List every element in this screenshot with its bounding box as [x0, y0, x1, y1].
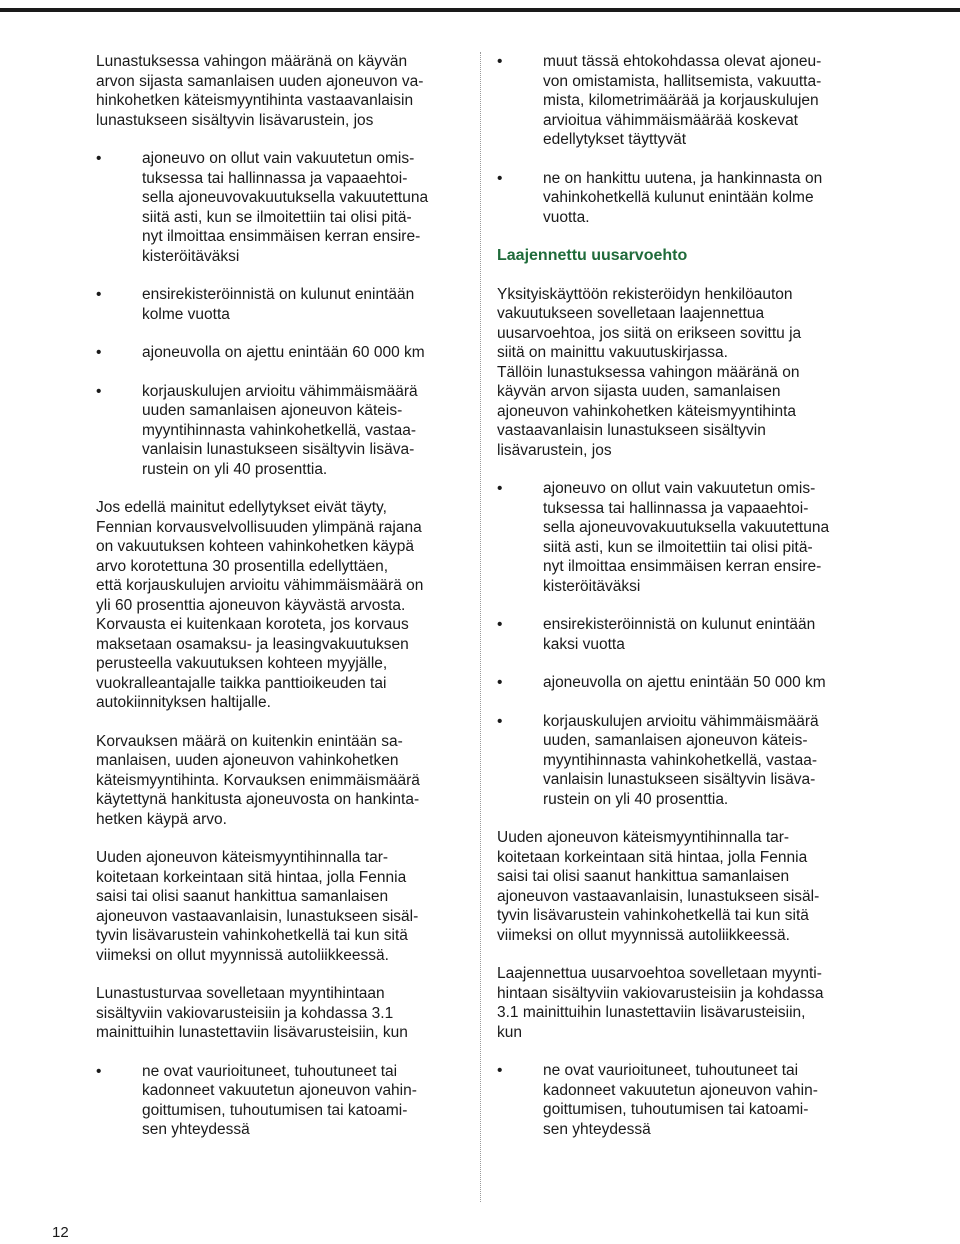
left-paragraph-4: Lunastusturvaa sovelletaan myyntihintaan sisältyviin vakiovarusteisiin ja kohdassa 3.1 mainittuihin lunastettaviin lisävarusteisiin, kun [96, 985, 408, 1041]
left-paragraph-3: Uuden ajoneuvon käteismyyntihinnalla tar- koitetaan korkeintaan sitä hintaa, jolla Fennia saisi tai olisi saanut hankittua samanlaisen ajoneuvon vastaavanlaisin, lunastukseen sisäl- tyvin lisävarustein vahinkohetkellä tai kun sitä viimeksi on ollut myynnissä autoliikkeessä. [96, 849, 419, 964]
list-item: • ne ovat vaurioituneet, tuhoutuneet tai kadonneet vakuutetun ajoneuvon vahin- goittumisen, tuhoutumisen tai katoami- sen yhteydessä [96, 1062, 458, 1140]
left-condition-list-1 [96, 149, 458, 479]
left-paragraph-1: Jos edellä mainitut edellytykset eivät täyty, Fennian korvausvelvollisuuden ylimpänä rajana on vakuutuksen kohteen vahinkohetken käypä arvo korotettuna 30 prosentilla edellyttäen, että korjauskulujen arvioitu vähimmäismäärä on yli 60 prosenttia ajoneuvon käyvästä arvosta. Korvausta ei kuitenkaan koroteta, jos korvaus maksetaan osamaksu- ja leasingvakuutuksen perusteella vakuutuksen kohteen myyjälle, vuokralleantajalle taikka panttioikeuden tai autokiinnityksen haltijalle. [96, 499, 424, 711]
left-condition-list-2 [96, 1062, 458, 1140]
list-item: • korjauskulujen arvioitu vähimmäismäärä uuden, samanlaisen ajoneuvon käteis- myyntihinnasta vahinkohetkellä, vastaa- vanlaisin lunastukseen sisältyvin lisäva- rustein on yli 40 prosenttia. [497, 712, 859, 810]
list-item: • ajoneuvolla on ajettu enintään 50 000 km [497, 673, 859, 693]
list-item: • korjauskulujen arvioitu vähimmäismäärä uuden samanlaisen ajoneuvon käteis- myyntihinnasta vahinkohetkellä, vastaa- vanlaisin lunastukseen sisältyvin lisäva- rustein on yli 40 prosenttia. [96, 382, 458, 480]
column-divider [480, 52, 481, 1202]
right-paragraph-1: Uuden ajoneuvon käteismyyntihinnalla tar- koitetaan korkeintaan sitä hintaa, jolla Fennia saisi tai olisi saanut hankittua samanlaisen ajoneuvon vastaavanlaisin, lunastukseen sisäl- tyvin lisävarustein vahinkohetkellä tai kun sitä viimeksi on ollut myynnissä autoliikkeessä. [497, 829, 820, 944]
section-heading: Laajennettu uusarvoehto [497, 247, 688, 264]
list-item: • ne on hankittu uutena, ja hankinnasta on vahinkohetkellä kulunut enintään kolme vuotta. [497, 169, 859, 228]
list-item: • ne ovat vaurioituneet, tuhoutuneet tai kadonneet vakuutetun ajoneuvon vahin- goittumisen, tuhoutumisen tai katoami- sen yhteydessä [497, 1061, 859, 1139]
right-condition-list-0 [497, 52, 859, 227]
right-intro-paragraph: Yksityiskäyttöön rekisteröidyn henkilöauton vakuutukseen sovelletaan laajennettua uusarvoehtoa, jos siitä on erikseen sovittu ja siitä on mainittu vakuutuskirjassa. Tällöin lunastuksessa vahingon määränä on käyvän arvon sijasta uuden, samanlaisen ajoneuvon vahinkohetken käteismyyntihinta vastaavanlaisin lunastukseen sisältyvin lisävarustein, jos [497, 285, 802, 459]
list-item: • ajoneuvolla on ajettu enintään 60 000 km [96, 343, 458, 363]
list-item: • ensirekisteröinnistä on kulunut enintään kaksi vuotta [497, 615, 859, 654]
right-paragraph-2: Laajennettua uusarvoehtoa sovelletaan myynti- hintaan sisältyviin vakiovarusteisiin ja kohdassa 3.1 mainittuihin lunastettaviin lisävarusteisiin, kun [497, 965, 824, 1041]
right-column [497, 52, 859, 1158]
left-paragraph-2: Korvauksen määrä on kuitenkin enintään sa- manlaisen, uuden ajoneuvon vahinkohetken käteismyyntihinta. Korvauksen enimmäismäärä käytettynä hankitusta ajoneuvosta on hankinta- hetken käypä arvo. [96, 732, 420, 828]
right-condition-list-2 [497, 1061, 859, 1139]
list-item: • muut tässä ehtokohdassa olevat ajoneu- von omistamista, hallitsemista, vakuutta- mista, kilometrimäärää ja korjauskulujen arvioitua vähimmäismäärää koskevat edellytykset täyttyvät [497, 52, 859, 150]
list-item: • ensirekisteröinnistä on kulunut enintään kolme vuotta [96, 285, 458, 324]
right-condition-list-1 [497, 479, 859, 809]
page-number: 12 [52, 1224, 69, 1241]
left-intro-paragraph: Lunastuksessa vahingon määränä on käyvän arvon sijasta samanlaisen uuden ajoneuvon va- hinkohetken käteismyyntihinta vastaavanlaisin lunastukseen sisältyvin lisävarustein, jos [96, 53, 424, 129]
left-column [96, 52, 458, 1159]
top-rule [0, 8, 960, 12]
list-item: • ajoneuvo on ollut vain vakuutetun omis- tuksessa tai hallinnassa ja vapaaehtoi- sella ajoneuvovakuutuksella vakuutettuna siitä asti, kun se ilmoitettiin tai olisi pitä- nyt ilmoittaa ensimmäisen kerran ensire- kisteröitäväksi [96, 149, 458, 266]
list-item: • ajoneuvo on ollut vain vakuutetun omis- tuksessa tai hallinnassa ja vapaaehtoi- sella ajoneuvovakuutuksella vakuutettuna siitä asti, kun se ilmoitettiin tai olisi pitä- nyt ilmoittaa ensimmäisen kerran ensire- kisteröitäväksi [497, 479, 859, 596]
